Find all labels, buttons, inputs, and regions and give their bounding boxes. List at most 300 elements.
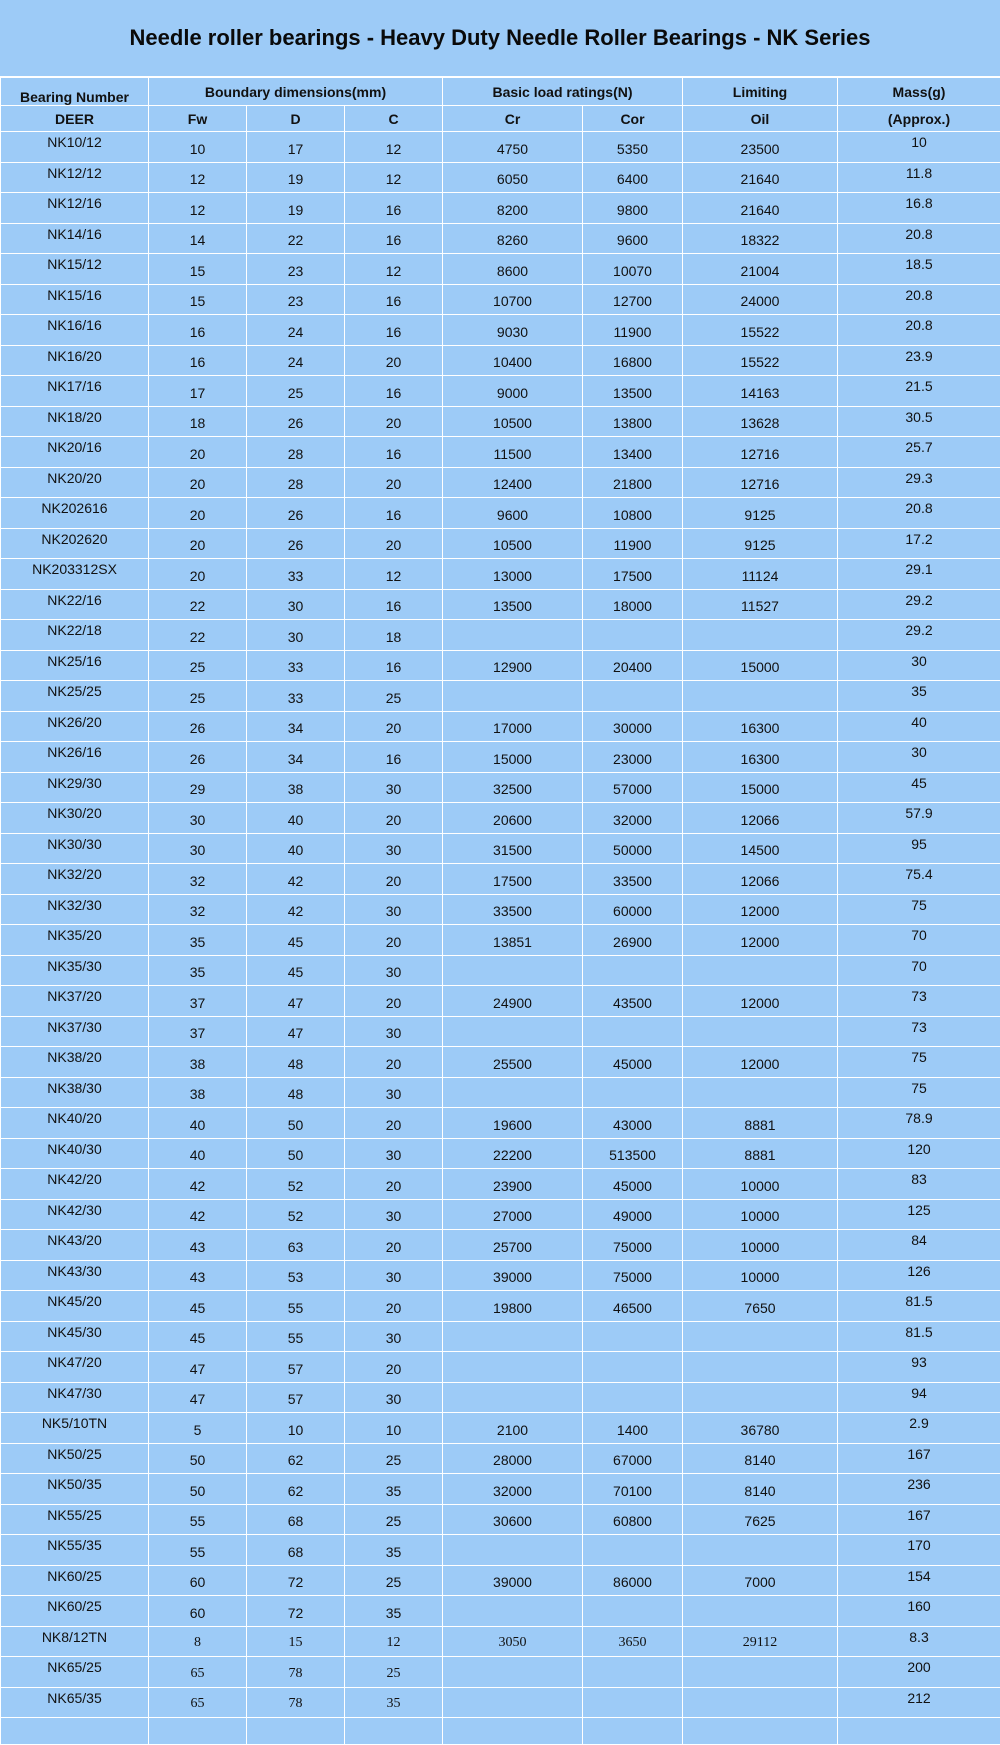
header-d: D bbox=[247, 106, 345, 132]
empty-row bbox=[1, 1718, 1000, 1745]
cor-cell: 16800 bbox=[583, 345, 683, 376]
oil-cell: 15522 bbox=[683, 315, 838, 346]
mass-cell: 78.9 bbox=[838, 1108, 1000, 1139]
fw-cell: 8 bbox=[149, 1626, 247, 1657]
d-cell: 62 bbox=[247, 1443, 345, 1474]
bearing-number-cell: NK30/30 bbox=[1, 833, 149, 864]
d-cell: 52 bbox=[247, 1199, 345, 1230]
cor-cell bbox=[583, 1687, 683, 1718]
fw-cell: 26 bbox=[149, 742, 247, 773]
cor-cell: 60000 bbox=[583, 894, 683, 925]
cor-cell: 13400 bbox=[583, 437, 683, 468]
cr-cell bbox=[443, 1077, 583, 1108]
bearing-number-cell: NK25/16 bbox=[1, 650, 149, 681]
mass-cell: 57.9 bbox=[838, 803, 1000, 834]
oil-cell: 12716 bbox=[683, 437, 838, 468]
table-row bbox=[1, 1626, 1000, 1657]
table-row bbox=[1, 803, 1000, 834]
bearing-number-cell: NK43/20 bbox=[1, 1230, 149, 1261]
mass-cell: 30 bbox=[838, 742, 1000, 773]
fw-cell: 22 bbox=[149, 589, 247, 620]
table-row bbox=[1, 1535, 1000, 1566]
table-row bbox=[1, 772, 1000, 803]
table-row bbox=[1, 1382, 1000, 1413]
cr-cell: 33500 bbox=[443, 894, 583, 925]
bearing-number-cell: NK40/20 bbox=[1, 1108, 149, 1139]
mass-cell: 75 bbox=[838, 1077, 1000, 1108]
fw-cell: 12 bbox=[149, 162, 247, 193]
d-cell: 47 bbox=[247, 986, 345, 1017]
cor-cell: 513500 bbox=[583, 1138, 683, 1169]
c-cell: 20 bbox=[345, 711, 443, 742]
bearing-number-cell: NK25/25 bbox=[1, 681, 149, 712]
mass-cell: 75 bbox=[838, 894, 1000, 925]
table-row bbox=[1, 1260, 1000, 1291]
bearing-number-cell: NK15/16 bbox=[1, 284, 149, 315]
c-cell: 16 bbox=[345, 498, 443, 529]
table-row bbox=[1, 1352, 1000, 1383]
c-cell: 25 bbox=[345, 1504, 443, 1535]
d-cell: 72 bbox=[247, 1596, 345, 1627]
mass-cell: 20.8 bbox=[838, 284, 1000, 315]
fw-cell: 50 bbox=[149, 1443, 247, 1474]
mass-cell: 73 bbox=[838, 986, 1000, 1017]
d-cell: 40 bbox=[247, 833, 345, 864]
c-cell: 25 bbox=[345, 681, 443, 712]
bearing-number-cell: NK43/30 bbox=[1, 1260, 149, 1291]
oil-cell: 12066 bbox=[683, 803, 838, 834]
d-cell: 24 bbox=[247, 315, 345, 346]
bearing-number-cell: NK47/20 bbox=[1, 1352, 149, 1383]
bearing-number-cell: NK14/16 bbox=[1, 223, 149, 254]
cr-cell: 13851 bbox=[443, 925, 583, 956]
cor-cell bbox=[583, 620, 683, 651]
cr-cell bbox=[443, 620, 583, 651]
mass-cell: 29.3 bbox=[838, 467, 1000, 498]
d-cell: 26 bbox=[247, 528, 345, 559]
mass-cell: 35 bbox=[838, 681, 1000, 712]
cor-cell: 86000 bbox=[583, 1565, 683, 1596]
cr-cell: 8600 bbox=[443, 254, 583, 285]
oil-cell: 13628 bbox=[683, 406, 838, 437]
mass-cell: 126 bbox=[838, 1260, 1000, 1291]
d-cell: 24 bbox=[247, 345, 345, 376]
c-cell: 16 bbox=[345, 315, 443, 346]
empty-cell bbox=[247, 1718, 345, 1745]
mass-cell: 30.5 bbox=[838, 406, 1000, 437]
mass-cell: 94 bbox=[838, 1382, 1000, 1413]
d-cell: 34 bbox=[247, 742, 345, 773]
fw-cell: 29 bbox=[149, 772, 247, 803]
fw-cell: 65 bbox=[149, 1687, 247, 1718]
fw-cell: 20 bbox=[149, 467, 247, 498]
c-cell: 25 bbox=[345, 1657, 443, 1688]
mass-cell: 20.8 bbox=[838, 223, 1000, 254]
cor-cell: 13800 bbox=[583, 406, 683, 437]
table-row bbox=[1, 1687, 1000, 1718]
bearing-number-cell: NK30/20 bbox=[1, 803, 149, 834]
mass-cell: 81.5 bbox=[838, 1321, 1000, 1352]
c-cell: 30 bbox=[345, 772, 443, 803]
d-cell: 42 bbox=[247, 894, 345, 925]
mass-cell: 10 bbox=[838, 132, 1000, 163]
cr-cell bbox=[443, 1016, 583, 1047]
cr-cell bbox=[443, 1382, 583, 1413]
bearing-number-cell: NK20/20 bbox=[1, 467, 149, 498]
bearing-number-cell: NK38/30 bbox=[1, 1077, 149, 1108]
header-oil: Oil bbox=[683, 106, 838, 132]
bearing-number-cell: NK20/16 bbox=[1, 437, 149, 468]
cor-cell: 6400 bbox=[583, 162, 683, 193]
fw-cell: 20 bbox=[149, 437, 247, 468]
cor-cell: 10800 bbox=[583, 498, 683, 529]
fw-cell: 55 bbox=[149, 1504, 247, 1535]
d-cell: 78 bbox=[247, 1657, 345, 1688]
oil-cell: 23500 bbox=[683, 132, 838, 163]
fw-cell: 18 bbox=[149, 406, 247, 437]
cor-cell: 9800 bbox=[583, 193, 683, 224]
cr-cell: 20600 bbox=[443, 803, 583, 834]
c-cell: 16 bbox=[345, 650, 443, 681]
bearing-number-cell: NK22/18 bbox=[1, 620, 149, 651]
d-cell: 47 bbox=[247, 1016, 345, 1047]
cr-cell: 39000 bbox=[443, 1565, 583, 1596]
fw-cell: 37 bbox=[149, 986, 247, 1017]
cor-cell: 75000 bbox=[583, 1230, 683, 1261]
mass-cell: 200 bbox=[838, 1657, 1000, 1688]
cr-cell bbox=[443, 681, 583, 712]
c-cell: 25 bbox=[345, 1443, 443, 1474]
d-cell: 42 bbox=[247, 864, 345, 895]
d-cell: 26 bbox=[247, 498, 345, 529]
cr-cell: 17000 bbox=[443, 711, 583, 742]
mass-cell: 84 bbox=[838, 1230, 1000, 1261]
oil-cell: 12000 bbox=[683, 925, 838, 956]
c-cell: 16 bbox=[345, 589, 443, 620]
cor-cell: 11900 bbox=[583, 315, 683, 346]
fw-cell: 17 bbox=[149, 376, 247, 407]
table-row bbox=[1, 193, 1000, 224]
mass-cell: 70 bbox=[838, 955, 1000, 986]
mass-cell: 120 bbox=[838, 1138, 1000, 1169]
table-row bbox=[1, 1565, 1000, 1596]
fw-cell: 45 bbox=[149, 1291, 247, 1322]
cor-cell: 20400 bbox=[583, 650, 683, 681]
bearing-number-cell: NK12/12 bbox=[1, 162, 149, 193]
bearing-number-cell: NK45/20 bbox=[1, 1291, 149, 1322]
bearing-number-cell: NK37/20 bbox=[1, 986, 149, 1017]
c-cell: 20 bbox=[345, 1352, 443, 1383]
oil-cell: 8881 bbox=[683, 1108, 838, 1139]
fw-cell: 30 bbox=[149, 803, 247, 834]
oil-cell: 14500 bbox=[683, 833, 838, 864]
cr-cell: 13500 bbox=[443, 589, 583, 620]
oil-cell: 18322 bbox=[683, 223, 838, 254]
d-cell: 68 bbox=[247, 1504, 345, 1535]
c-cell: 20 bbox=[345, 1230, 443, 1261]
c-cell: 16 bbox=[345, 284, 443, 315]
oil-cell: 21640 bbox=[683, 162, 838, 193]
oil-cell: 12000 bbox=[683, 1047, 838, 1078]
mass-cell: 75 bbox=[838, 1047, 1000, 1078]
oil-cell: 21004 bbox=[683, 254, 838, 285]
oil-cell bbox=[683, 1077, 838, 1108]
fw-cell: 60 bbox=[149, 1565, 247, 1596]
c-cell: 30 bbox=[345, 1077, 443, 1108]
cr-cell: 10400 bbox=[443, 345, 583, 376]
table-row bbox=[1, 498, 1000, 529]
fw-cell: 55 bbox=[149, 1535, 247, 1566]
oil-cell: 29112 bbox=[683, 1626, 838, 1657]
c-cell: 16 bbox=[345, 193, 443, 224]
fw-cell: 20 bbox=[149, 498, 247, 529]
c-cell: 18 bbox=[345, 620, 443, 651]
c-cell: 30 bbox=[345, 894, 443, 925]
c-cell: 35 bbox=[345, 1535, 443, 1566]
cor-cell: 57000 bbox=[583, 772, 683, 803]
bearing-number-cell: NK15/12 bbox=[1, 254, 149, 285]
empty-cell bbox=[149, 1718, 247, 1745]
fw-cell: 15 bbox=[149, 254, 247, 285]
table-row bbox=[1, 1504, 1000, 1535]
oil-cell bbox=[683, 1352, 838, 1383]
c-cell: 30 bbox=[345, 1382, 443, 1413]
fw-cell: 32 bbox=[149, 894, 247, 925]
cr-cell bbox=[443, 1657, 583, 1688]
cor-cell: 33500 bbox=[583, 864, 683, 895]
d-cell: 53 bbox=[247, 1260, 345, 1291]
oil-cell: 16300 bbox=[683, 711, 838, 742]
oil-cell: 8140 bbox=[683, 1474, 838, 1505]
bearing-number-cell: NK10/12 bbox=[1, 132, 149, 163]
cor-cell bbox=[583, 1321, 683, 1352]
fw-cell: 47 bbox=[149, 1352, 247, 1383]
d-cell: 78 bbox=[247, 1687, 345, 1718]
cr-cell: 10500 bbox=[443, 528, 583, 559]
table-row bbox=[1, 162, 1000, 193]
cr-cell: 31500 bbox=[443, 833, 583, 864]
cr-cell bbox=[443, 1687, 583, 1718]
table-row bbox=[1, 345, 1000, 376]
fw-cell: 15 bbox=[149, 284, 247, 315]
c-cell: 20 bbox=[345, 986, 443, 1017]
cor-cell: 70100 bbox=[583, 1474, 683, 1505]
header-row-1 bbox=[1, 78, 1000, 106]
oil-cell: 16300 bbox=[683, 742, 838, 773]
table-row bbox=[1, 132, 1000, 163]
oil-cell: 7650 bbox=[683, 1291, 838, 1322]
cor-cell: 45000 bbox=[583, 1047, 683, 1078]
mass-cell: 125 bbox=[838, 1199, 1000, 1230]
cr-cell: 8200 bbox=[443, 193, 583, 224]
mass-cell: 170 bbox=[838, 1535, 1000, 1566]
d-cell: 26 bbox=[247, 406, 345, 437]
fw-cell: 14 bbox=[149, 223, 247, 254]
d-cell: 28 bbox=[247, 437, 345, 468]
fw-cell: 43 bbox=[149, 1230, 247, 1261]
cr-cell: 30600 bbox=[443, 1504, 583, 1535]
d-cell: 10 bbox=[247, 1413, 345, 1444]
cor-cell: 11900 bbox=[583, 528, 683, 559]
bearing-number-cell: NK45/30 bbox=[1, 1321, 149, 1352]
cor-cell: 75000 bbox=[583, 1260, 683, 1291]
fw-cell: 45 bbox=[149, 1321, 247, 1352]
mass-cell: 18.5 bbox=[838, 254, 1000, 285]
cor-cell: 9600 bbox=[583, 223, 683, 254]
table-row bbox=[1, 315, 1000, 346]
d-cell: 33 bbox=[247, 559, 345, 590]
header-cor: Cor bbox=[583, 106, 683, 132]
mass-cell: 29.1 bbox=[838, 559, 1000, 590]
d-cell: 68 bbox=[247, 1535, 345, 1566]
cor-cell bbox=[583, 955, 683, 986]
cr-cell: 9000 bbox=[443, 376, 583, 407]
fw-cell: 30 bbox=[149, 833, 247, 864]
c-cell: 20 bbox=[345, 406, 443, 437]
mass-cell: 21.5 bbox=[838, 376, 1000, 407]
fw-cell: 47 bbox=[149, 1382, 247, 1413]
d-cell: 72 bbox=[247, 1565, 345, 1596]
d-cell: 34 bbox=[247, 711, 345, 742]
header-boundary-dimensions: Boundary dimensions(mm) bbox=[149, 78, 443, 106]
mass-cell: 95 bbox=[838, 833, 1000, 864]
table-row bbox=[1, 925, 1000, 956]
cor-cell: 50000 bbox=[583, 833, 683, 864]
cor-cell: 49000 bbox=[583, 1199, 683, 1230]
fw-cell: 5 bbox=[149, 1413, 247, 1444]
bearing-spec-table bbox=[0, 77, 1000, 1745]
table-row bbox=[1, 1047, 1000, 1078]
bearing-number-cell: NK32/20 bbox=[1, 864, 149, 895]
oil-cell: 24000 bbox=[683, 284, 838, 315]
fw-cell: 22 bbox=[149, 620, 247, 651]
d-cell: 33 bbox=[247, 650, 345, 681]
table-row bbox=[1, 376, 1000, 407]
c-cell: 10 bbox=[345, 1413, 443, 1444]
fw-cell: 16 bbox=[149, 345, 247, 376]
mass-cell: 20.8 bbox=[838, 498, 1000, 529]
header-deer: DEER bbox=[1, 106, 149, 132]
header-basic-load-ratings: Basic load ratings(N) bbox=[443, 78, 683, 106]
c-cell: 30 bbox=[345, 955, 443, 986]
mass-cell: 236 bbox=[838, 1474, 1000, 1505]
d-cell: 19 bbox=[247, 162, 345, 193]
c-cell: 30 bbox=[345, 1016, 443, 1047]
table-row bbox=[1, 467, 1000, 498]
d-cell: 38 bbox=[247, 772, 345, 803]
cr-cell: 24900 bbox=[443, 986, 583, 1017]
header-c: C bbox=[345, 106, 443, 132]
c-cell: 30 bbox=[345, 1138, 443, 1169]
bearing-number-cell: NK12/16 bbox=[1, 193, 149, 224]
oil-cell: 12000 bbox=[683, 986, 838, 1017]
table-row bbox=[1, 559, 1000, 590]
cor-cell: 45000 bbox=[583, 1169, 683, 1200]
cor-cell: 12700 bbox=[583, 284, 683, 315]
oil-cell: 10000 bbox=[683, 1260, 838, 1291]
table-row bbox=[1, 437, 1000, 468]
oil-cell: 36780 bbox=[683, 1413, 838, 1444]
table-body bbox=[1, 132, 1000, 1745]
cor-cell: 1400 bbox=[583, 1413, 683, 1444]
mass-cell: 2.9 bbox=[838, 1413, 1000, 1444]
oil-cell: 9125 bbox=[683, 498, 838, 529]
mass-cell: 83 bbox=[838, 1169, 1000, 1200]
mass-cell: 75.4 bbox=[838, 864, 1000, 895]
d-cell: 48 bbox=[247, 1047, 345, 1078]
mass-cell: 40 bbox=[838, 711, 1000, 742]
fw-cell: 38 bbox=[149, 1077, 247, 1108]
fw-cell: 10 bbox=[149, 132, 247, 163]
page-title: Needle roller bearings - Heavy Duty Needle Roller Bearings - NK Series bbox=[0, 0, 1000, 77]
c-cell: 12 bbox=[345, 559, 443, 590]
cr-cell: 12400 bbox=[443, 467, 583, 498]
cor-cell: 30000 bbox=[583, 711, 683, 742]
c-cell: 25 bbox=[345, 1565, 443, 1596]
oil-cell bbox=[683, 1657, 838, 1688]
mass-cell: 20.8 bbox=[838, 315, 1000, 346]
d-cell: 30 bbox=[247, 620, 345, 651]
d-cell: 62 bbox=[247, 1474, 345, 1505]
bearing-number-cell: NK35/20 bbox=[1, 925, 149, 956]
c-cell: 20 bbox=[345, 1291, 443, 1322]
oil-cell: 12066 bbox=[683, 864, 838, 895]
oil-cell: 9125 bbox=[683, 528, 838, 559]
cor-cell: 17500 bbox=[583, 559, 683, 590]
cr-cell: 9600 bbox=[443, 498, 583, 529]
table-row bbox=[1, 1596, 1000, 1627]
c-cell: 30 bbox=[345, 1260, 443, 1291]
header-row-2 bbox=[1, 106, 1000, 132]
header-approx: (Approx.) bbox=[838, 106, 1000, 132]
c-cell: 20 bbox=[345, 803, 443, 834]
cor-cell: 43500 bbox=[583, 986, 683, 1017]
bearing-number-cell: NK18/20 bbox=[1, 406, 149, 437]
mass-cell: 16.8 bbox=[838, 193, 1000, 224]
d-cell: 19 bbox=[247, 193, 345, 224]
c-cell: 12 bbox=[345, 162, 443, 193]
oil-cell: 11124 bbox=[683, 559, 838, 590]
cr-cell: 28000 bbox=[443, 1443, 583, 1474]
fw-cell: 25 bbox=[149, 681, 247, 712]
oil-cell: 12716 bbox=[683, 467, 838, 498]
mass-cell: 30 bbox=[838, 650, 1000, 681]
oil-cell: 21640 bbox=[683, 193, 838, 224]
cr-cell: 12900 bbox=[443, 650, 583, 681]
fw-cell: 16 bbox=[149, 315, 247, 346]
c-cell: 35 bbox=[345, 1687, 443, 1718]
fw-cell: 32 bbox=[149, 864, 247, 895]
cor-cell: 67000 bbox=[583, 1443, 683, 1474]
table-row bbox=[1, 620, 1000, 651]
bearing-number-cell: NK50/35 bbox=[1, 1474, 149, 1505]
mass-cell: 81.5 bbox=[838, 1291, 1000, 1322]
oil-cell: 11527 bbox=[683, 589, 838, 620]
cor-cell bbox=[583, 1535, 683, 1566]
fw-cell: 20 bbox=[149, 559, 247, 590]
fw-cell: 40 bbox=[149, 1138, 247, 1169]
oil-cell: 14163 bbox=[683, 376, 838, 407]
fw-cell: 42 bbox=[149, 1199, 247, 1230]
oil-cell: 7000 bbox=[683, 1565, 838, 1596]
table-row bbox=[1, 1474, 1000, 1505]
bearing-number-cell: NK65/35 bbox=[1, 1687, 149, 1718]
cr-cell: 11500 bbox=[443, 437, 583, 468]
oil-cell bbox=[683, 1321, 838, 1352]
cr-cell: 3050 bbox=[443, 1626, 583, 1657]
bearing-number-cell: NK203312SX bbox=[1, 559, 149, 590]
d-cell: 15 bbox=[247, 1626, 345, 1657]
